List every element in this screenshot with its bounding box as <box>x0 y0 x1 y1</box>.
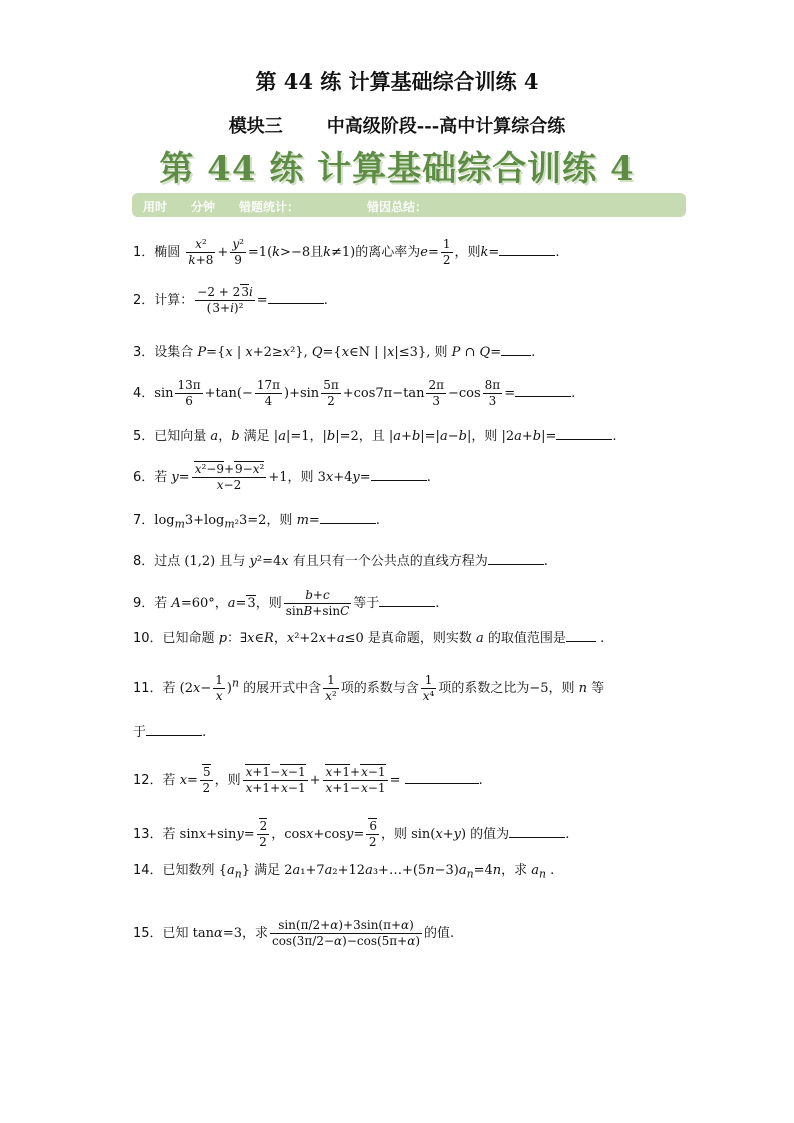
minutes-label: 分钟 <box>191 200 216 214</box>
question-12: 12．若 x= $\frac{5}{2}$ ，则 $\frac{x+1-x-1}{x+1+x-1}$ + $\frac{x+1+x-1}{x+1-x-1}$ = . <box>133 765 483 795</box>
answer-blank[interactable] <box>556 425 612 440</box>
question-8: 8．过点 (1,2) 且与 y²=4x 有且只有一个公共点的直线方程为 . <box>133 550 548 572</box>
answer-blank[interactable] <box>566 627 596 642</box>
question-3: 3．设集合 P={x | x+2≥x²}, Q={x∈N | |x|≤3}, 则 P ∩ Q= . <box>133 341 535 363</box>
question-15: 15．已知 tanα=3，求 $\frac{\sin(\pi/2+\alpha)+3\sin(\pi+\alpha)}{\cos(3\pi/2-\alpha)-\cos(5\pi+\alpha)}$ 的值. <box>133 918 455 948</box>
question-5: 5．已知向量 a，b 满足 |a|=1，|b|=2，且 |a+b|=|a−b|，则 |2a+b|= . <box>133 425 617 447</box>
question-10: 10．已知命题 p：∃x∈R，x²+2x+a≤0 是真命题，则实数 a 的取值范围是 . <box>133 627 604 649</box>
answer-blank[interactable] <box>501 341 531 356</box>
answer-blank[interactable] <box>405 769 479 784</box>
question-9: 9．若 A=60°，a=3，则 $\frac{b+c}{\sin B+\sin C}$ 等于 . <box>133 588 440 618</box>
question-14: 14．已知数列 $\{a_n\}$ 满足 $2a_1+7a_2+12a_3+\dots+(5n-3)a_n=4n$，求 $a_n$ . <box>133 863 555 881</box>
answer-blank[interactable] <box>488 550 544 565</box>
info-bar <box>132 193 686 217</box>
answer-blank[interactable] <box>515 382 571 397</box>
answer-blank[interactable] <box>371 466 427 481</box>
question-7: 7．$\log_m3+\log_{m^2}3=2$，则 m= . <box>133 509 380 535</box>
question-11-cont: 于 . <box>133 721 206 743</box>
question-2: 2．计算： $\frac{-2 + 23i}{\text{(3+i)²}}$ = . <box>133 285 328 315</box>
answer-blank[interactable] <box>379 592 435 607</box>
time-label: 用时 <box>143 200 168 214</box>
page-title: 第 44 练 计算基础综合训练 4 <box>255 69 539 94</box>
answer-blank[interactable] <box>509 823 565 838</box>
module-subtitle <box>0 112 794 138</box>
answer-blank[interactable] <box>320 509 376 524</box>
answer-blank[interactable] <box>499 241 555 256</box>
question-1: 1．椭圆 $\frac{\text{x²}}{k+8}$ + $\frac{\text{y²}}{9}$ =1(k>−8且k≠1)的离心率为e= $\frac{1}{2}$ ，则k= . <box>133 237 560 267</box>
error-count-label: 错题统计： <box>239 200 300 214</box>
stage-label: 中高级阶段---高中计算综合练 <box>326 116 566 137</box>
answer-blank[interactable] <box>268 289 324 304</box>
question-13: 13．若 sinx+siny= $\frac{2}{2}$ ，cosx+cosy= $\frac{6}{2}$ ，则 sin(x+y) 的值为 . <box>133 819 570 849</box>
module-label: 模块三 <box>228 116 283 137</box>
question-11: 11．若 (2x− $\frac{1}{x}$ )$^n$ 的展开式中含 $\frac{1}{\text{x²}}$ 项的系数与含 $\frac{1}{\text{x⁴}}$ 项的系数之比为−5，则 n 等 <box>133 673 605 703</box>
question-6: 6．若 y= $\frac{\text{x²−9+9−x²}}{x-2}$ +1，则 3x+4y= . <box>133 462 431 492</box>
answer-blank[interactable] <box>146 721 202 736</box>
question-4: 4．sin $\frac{13\pi}{6}$ +tan(− $\frac{17\pi}{4}$ )+sin $\frac{5\pi}{2}$ +cos7π−tan $\frac{2\pi}{3}$ −cos $\frac{8\pi}{3}$ = . <box>133 378 576 408</box>
error-summary-label: 错因总结： <box>367 200 428 214</box>
banner-title: 第 44 练 计算基础综合训练 4 <box>159 149 635 189</box>
